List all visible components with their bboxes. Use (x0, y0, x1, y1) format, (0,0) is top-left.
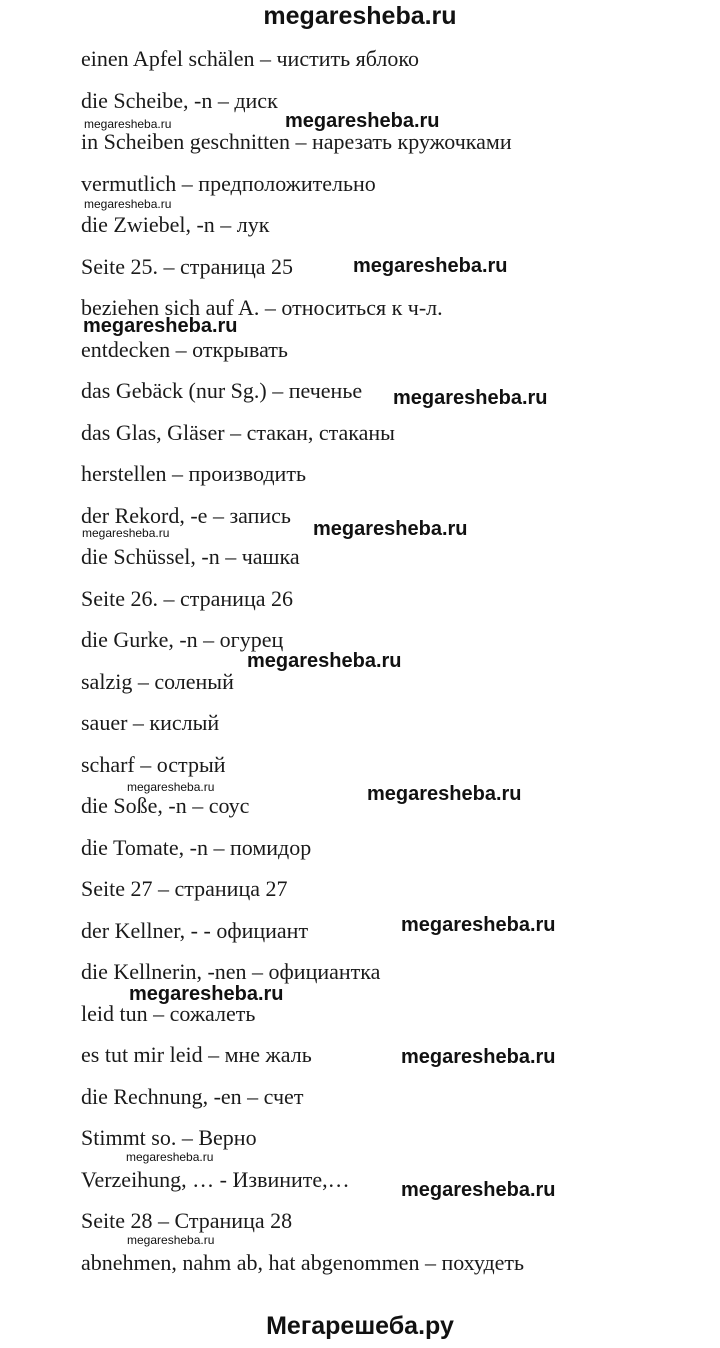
vocab-line: es tut mir leid – мне жаль (81, 1042, 312, 1067)
vocab-line: die Scheibe, -n – диск (81, 88, 278, 113)
vocab-line: Stimmt so. – Верно (81, 1125, 257, 1150)
vocab-line: scharf – острый (81, 752, 226, 777)
vocab-line: Seite 27 – страница 27 (81, 876, 288, 901)
watermark: megaresheba.ru (353, 255, 508, 277)
vocab-line: in Scheiben geschnitten – нарезать кружочками (81, 129, 512, 154)
watermark: megaresheba.ru (393, 387, 548, 409)
vocab-line: Seite 25. – страница 25 (81, 254, 293, 279)
vocab-line: leid tun – сожалеть (81, 1001, 256, 1026)
vocab-line: die Soße, -n – соус (81, 793, 250, 818)
vocab-line: entdecken – открывать (81, 337, 288, 362)
vocab-line: abnehmen, nahm ab, hat abgenommen – похудеть (81, 1250, 525, 1275)
watermark: megaresheba.ru (401, 1179, 556, 1201)
watermark: megaresheba.ru (285, 110, 440, 132)
vocab-line: salzig – соленый (81, 669, 234, 694)
watermark: megaresheba.ru (401, 1046, 556, 1068)
vocab-line: beziehen sich auf A. – относиться к ч-л. (81, 295, 443, 320)
watermark: megaresheba.ru (247, 650, 402, 672)
watermark-small: megaresheba.ru (82, 526, 170, 540)
watermark: megaresheba.ru (129, 983, 284, 1005)
vocab-line: das Glas, Gläser – стакан, стаканы (81, 420, 395, 445)
vocab-line: die Gurke, -n – огурец (81, 627, 284, 652)
watermark-small: megaresheba.ru (84, 117, 172, 131)
vocab-line: die Kellnerin, -nen – официантка (81, 959, 381, 984)
watermark-small: megaresheba.ru (126, 1150, 214, 1164)
vocab-line: die Tomate, -n – помидор (81, 835, 312, 860)
watermark: megaresheba.ru (313, 518, 468, 540)
vocab-line: der Rekord, -e – запись (81, 503, 291, 528)
vocab-line: die Zwiebel, -n – лук (81, 212, 270, 237)
vocab-line: die Schüssel, -n – чашка (81, 544, 300, 569)
watermark-small: megaresheba.ru (127, 1233, 215, 1247)
site-footer: Мегарешеба.ру (266, 1312, 454, 1340)
watermark: megaresheba.ru (367, 783, 522, 805)
vocab-line: herstellen – производить (81, 461, 306, 486)
watermark: megaresheba.ru (83, 315, 238, 337)
vocab-line: Seite 28 – Страница 28 (81, 1208, 293, 1233)
vocab-line: die Rechnung, -en – счет (81, 1084, 304, 1109)
vocab-line: Seite 26. – страница 26 (81, 586, 293, 611)
vocab-line: das Gebäck (nur Sg.) – печенье (81, 378, 363, 403)
watermark: megaresheba.ru (401, 914, 556, 936)
vocab-line: sauer – кислый (81, 710, 220, 735)
watermark-small: megaresheba.ru (127, 780, 215, 794)
vocab-line: der Kellner, - - официант (81, 918, 309, 943)
vocab-line: vermutlich – предположительно (81, 171, 376, 196)
site-header: megaresheba.ru (263, 2, 457, 30)
vocab-line: Verzeihung, … - Извините,… (81, 1167, 350, 1192)
vocab-line: einen Apfel schälen – чистить яблоко (81, 46, 419, 71)
watermark-small: megaresheba.ru (84, 197, 172, 211)
